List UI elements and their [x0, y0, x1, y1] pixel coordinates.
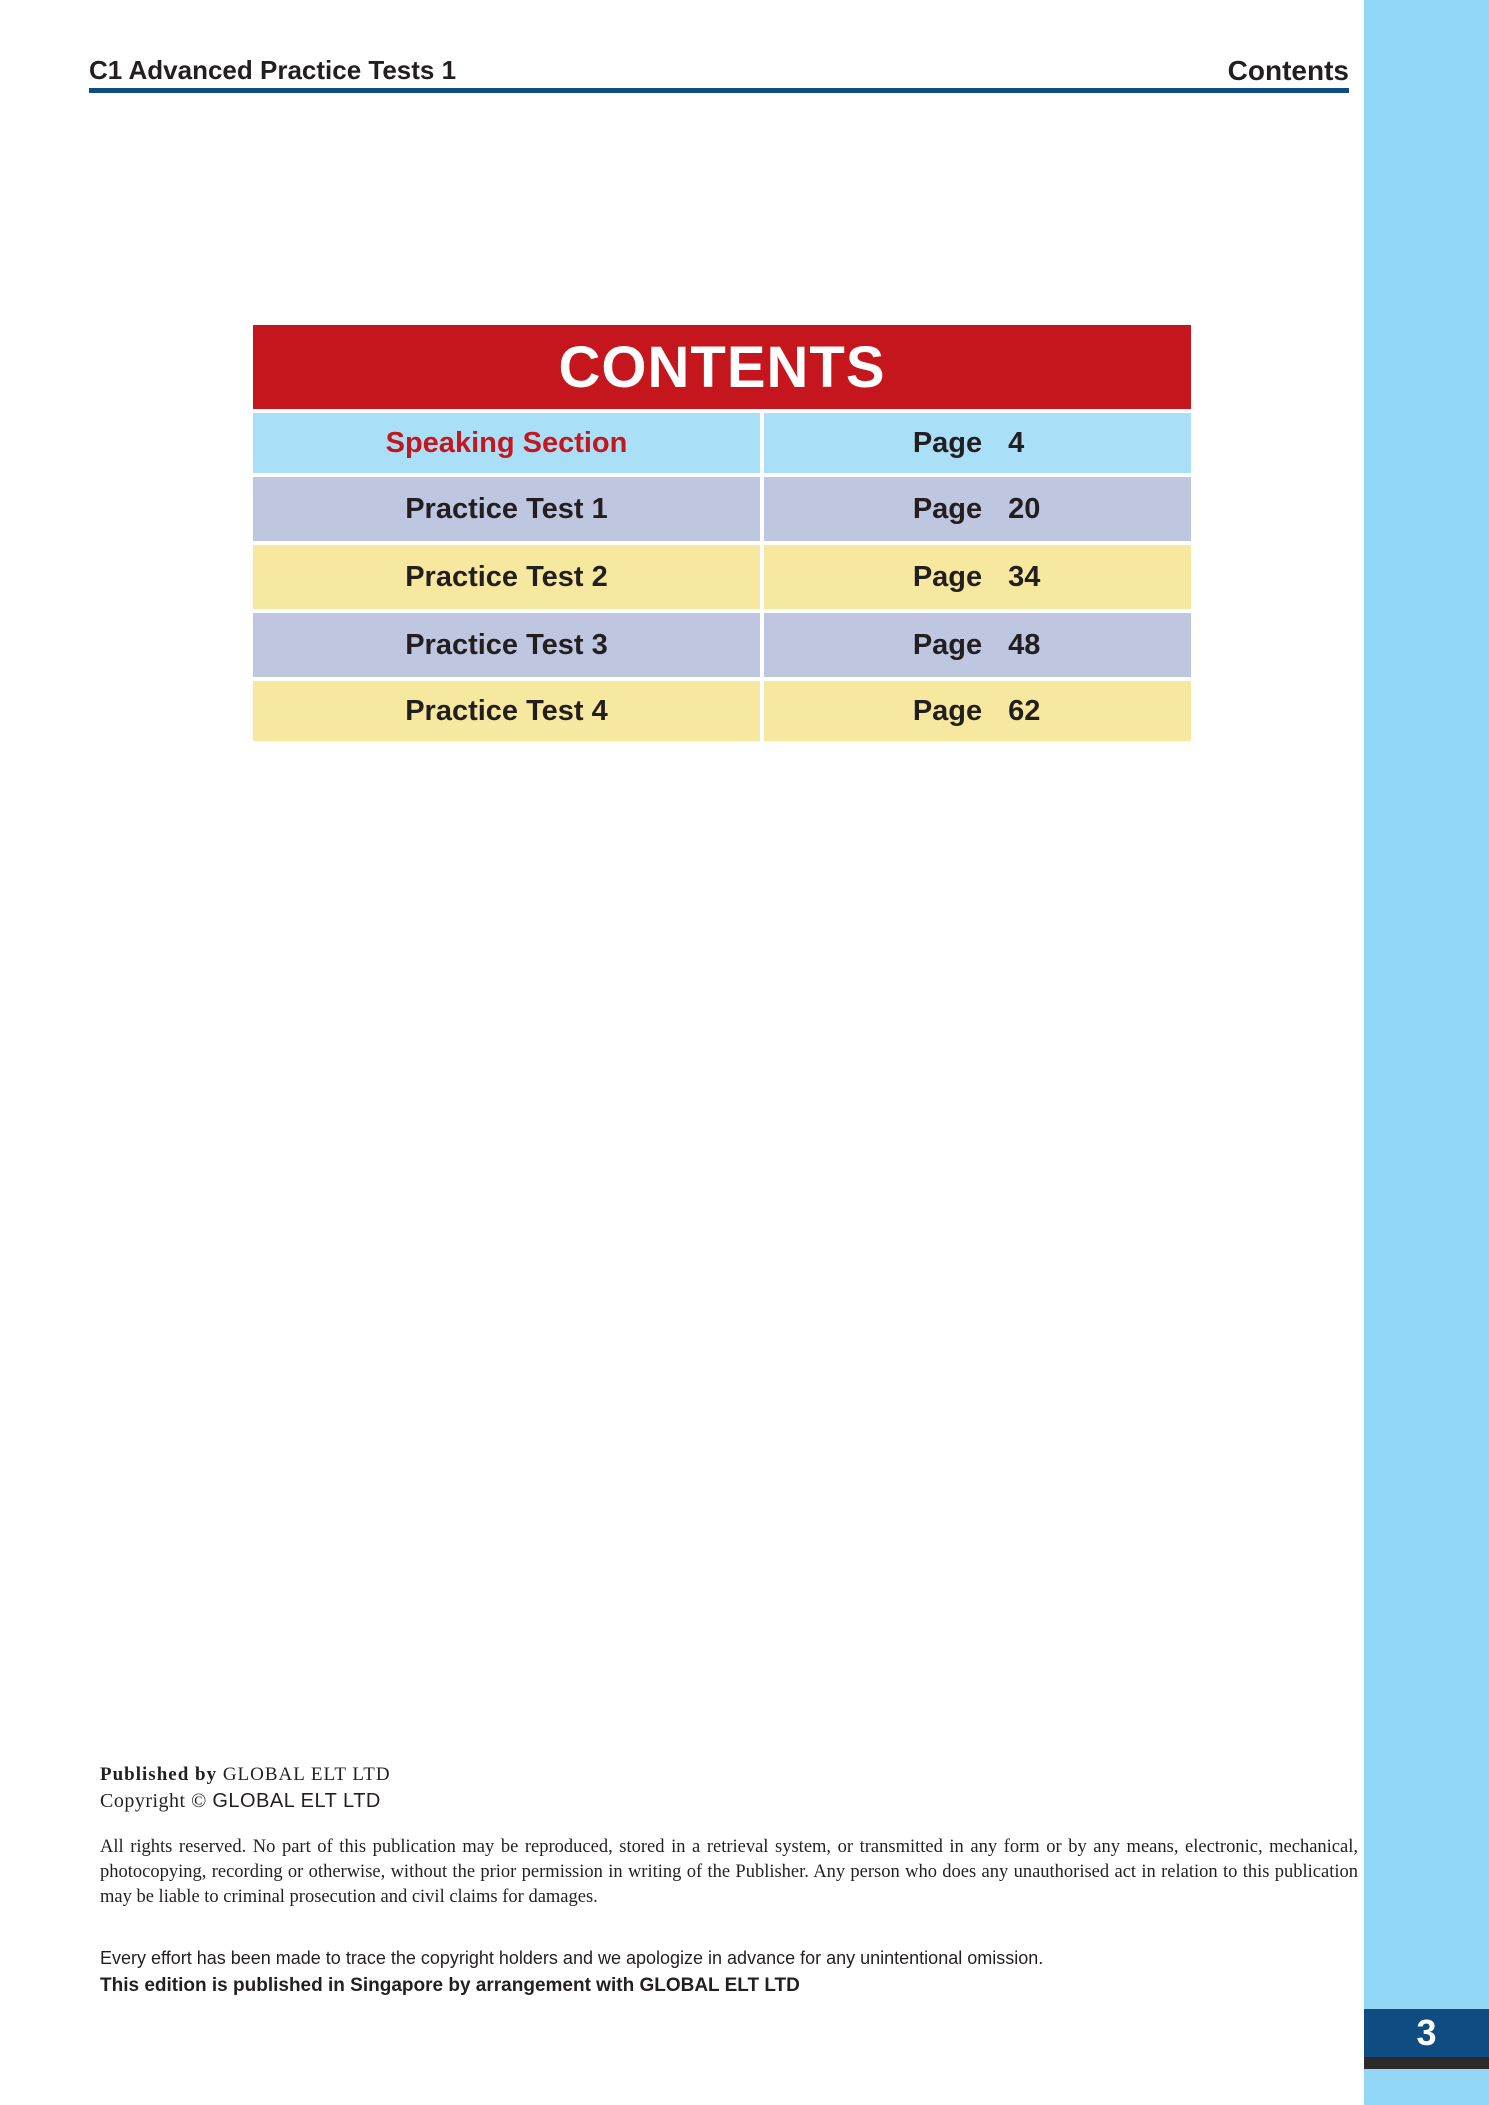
page-number-value: 4 — [1008, 426, 1025, 459]
toc-row — [253, 545, 1191, 609]
running-header-book-title: C1 Advanced Practice Tests 1 — [89, 55, 457, 85]
page-word: Page — [912, 628, 983, 661]
toc-row — [253, 613, 1191, 677]
header-rule — [89, 88, 1349, 93]
effort-notice: Every effort has been made to trace the copyright holders and we apologize in advance for any unintentional omission. — [100, 1948, 1044, 1968]
toc-entry-label[interactable]: Practice Test 4 — [253, 681, 760, 741]
toc-row — [253, 413, 1191, 473]
page-number-underline — [1364, 2057, 1489, 2069]
toc-entry-page[interactable] — [764, 681, 1191, 741]
copyright-holder: GLOBAL ELT LTD — [212, 1790, 381, 1812]
toc-entry-label[interactable]: Practice Test 2 — [253, 545, 760, 609]
imprint — [100, 1764, 1358, 1997]
page-number: 3 — [1364, 2009, 1489, 2057]
page-number-value: 20 — [1008, 492, 1041, 525]
side-band — [1364, 0, 1489, 2105]
page-number-value: 62 — [1008, 694, 1041, 727]
page-word: Page — [912, 492, 983, 525]
page-word: Page — [912, 694, 983, 727]
page-number-value: 34 — [1008, 560, 1041, 593]
published-prefix: Published by — [100, 1764, 218, 1785]
toc-entry-label[interactable]: Speaking Section — [253, 413, 760, 473]
running-header-section-title: Contents — [1227, 55, 1349, 86]
toc-entry-page[interactable] — [764, 477, 1191, 541]
toc-entry-label[interactable]: Practice Test 1 — [253, 477, 760, 541]
publisher-name: GLOBAL ELT LTD — [222, 1764, 391, 1785]
toc-entry-label[interactable]: Practice Test 3 — [253, 613, 760, 677]
published-by-line — [100, 1764, 1358, 1786]
contents-title: CONTENTS — [253, 325, 1191, 409]
copyright-prefix: Copyright © — [100, 1790, 207, 1812]
edition-notice: This edition is published in Singapore by arrangement with GLOBAL ELT LTD — [100, 1975, 800, 1996]
page-word: Page — [912, 426, 983, 459]
page-number-value: 48 — [1008, 628, 1041, 661]
copyright-line — [100, 1790, 1358, 1813]
toc-row — [253, 477, 1191, 541]
toc-entry-page[interactable] — [764, 413, 1191, 473]
toc-row — [253, 681, 1191, 741]
contents-table — [253, 325, 1191, 741]
page-word: Page — [912, 560, 983, 593]
toc-entry-page[interactable] — [764, 545, 1191, 609]
toc-entry-page[interactable] — [764, 613, 1191, 677]
rights-notice: All rights reserved. No part of this publication may be reproduced, stored in a retrieval system, or transmitted in any form or by any means, electronic, mechanical, photocopying, recording or otherwise, without the prior permission in writing of the Publisher. Any person who does any unauthorised act in relation to this publication may be liable to criminal prosecution and civil claims for damages. — [100, 1837, 1358, 1907]
